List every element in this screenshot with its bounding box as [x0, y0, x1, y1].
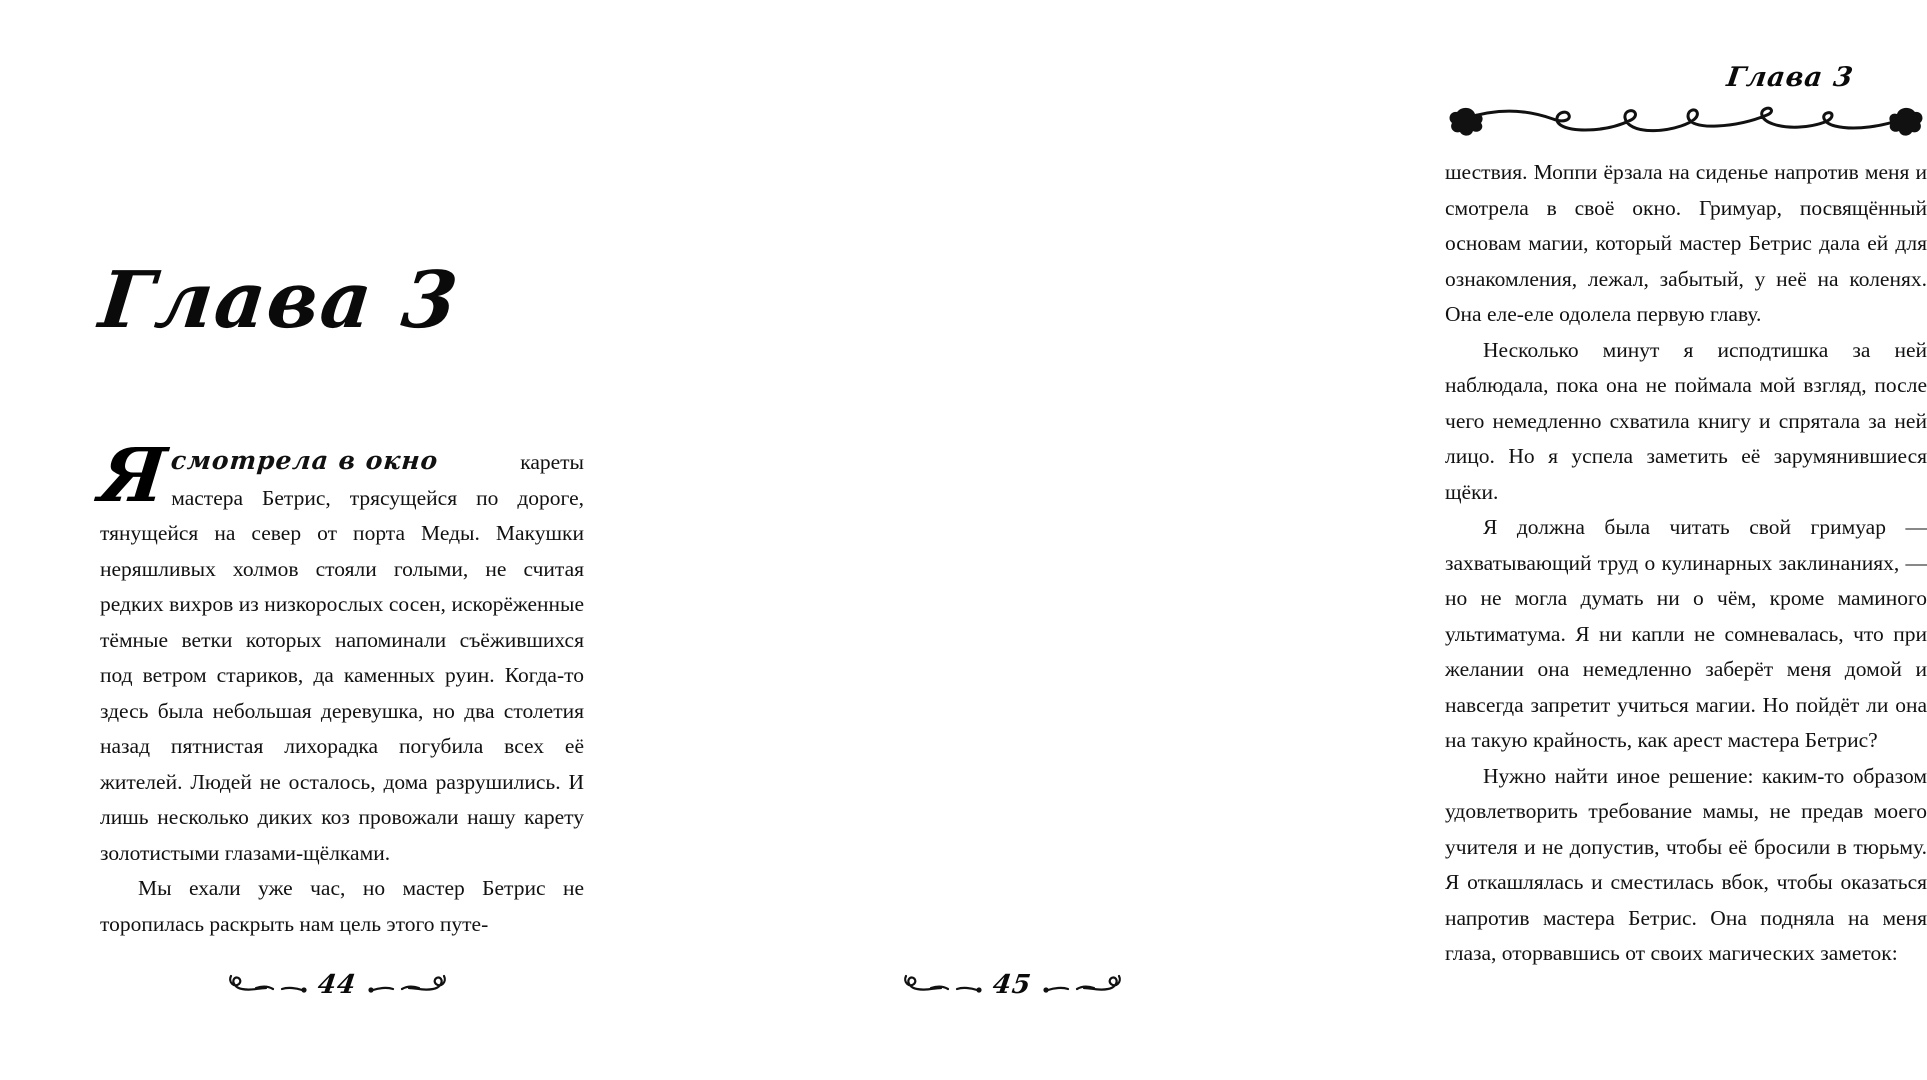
flourish-right-icon	[1040, 968, 1124, 1002]
paragraph: Мы ехали уже час, но мастер Бетрис не торопилась раскрыть нам цель этого путе-	[100, 876, 584, 936]
flourish-left-icon	[901, 968, 985, 1002]
paragraph: Нужно найти иное решение: каким-то образом удовлетворить требование мамы, не предав моего учителя и не допустив, чтобы её бросили в тюрьму. Я откашлялась и сместилась вбок, чтобы оказаться напротив мастера Бетрис. Она подняла на меня глаза, оторвавшись от своих магических заметок:	[1445, 763, 1927, 965]
header-ornament-rule-icon	[1445, 92, 1927, 144]
right-page	[675, 0, 1927, 1080]
right-page-folio	[675, 968, 1350, 1002]
paragraph-text: кареты мастера Бетрис, трясущейся по дороге, тянущейся на север от порта Меды. Макушки неряшливых холмов стояли голыми, не считая редких вихров из низкорослых сосен, искорёженные тёмные ветки которых напоминали съёжившихся под ветром стариков, да каменных руин. Когда-то здесь была небольшая деревушка, но два столетия назад пятнистая лихорадка погубила всех её жителей. Людей не осталось, дома разрушились. И лишь несколько диких коз провожали нашу карету золотистыми глазами-щёлками.	[100, 450, 584, 865]
left-page-body-text	[95, 433, 584, 942]
running-head-label: Глава 3	[1724, 62, 1856, 93]
left-page-folio	[0, 968, 675, 1002]
flourish-right-icon	[365, 968, 449, 1002]
ink-blot-left-icon	[1450, 108, 1483, 136]
paragraph: Я должна была читать свой гримуар — захватывающий труд о кулинарных заклинаниях, — но не могла думать ни о чём, кроме маминого ультиматума. Я ни капли не сомневалась, что при желании она немедленно заберёт меня домой и навсегда запретит учиться магии. Но пойдёт ли она на такую крайность, как арест мастера Бетрис?	[1445, 515, 1927, 752]
flourish-dot-icon	[1043, 987, 1048, 992]
paragraph: Несколько минут я исподтишка за ней наблюдала, пока она не поймала мой взгляд, после чего немедленно схватила книгу и спрятала за ней лицо. Но я успела заметить её зарумянившиеся щёки.	[1445, 337, 1927, 504]
page-number: 44	[316, 970, 359, 1000]
flourish-dot-icon	[368, 987, 373, 992]
chapter-title: Глава 3	[95, 255, 464, 346]
paragraph-opening	[95, 433, 584, 871]
flourish-dot-icon	[302, 987, 307, 992]
left-page	[0, 0, 675, 1080]
running-head	[1445, 62, 1927, 142]
flourish-dot-icon	[977, 987, 982, 992]
right-page-body-text	[1445, 155, 1927, 972]
paragraph: шествия. Моппи ёрзала на сиденье напротив меня и смотрела в своё окно. Гримуар, посвящённый основам магии, который мастер Бетрис дала ей для ознакомления, лежал, забытый, у неё на коленях. Она еле-еле одолела первую главу.	[1445, 160, 1927, 326]
script-lead-in-phrase: смотрела в окно	[170, 446, 440, 475]
ink-blot-right-icon	[1889, 108, 1922, 136]
flourish-left-icon	[226, 968, 310, 1002]
page-number: 45	[991, 970, 1034, 1000]
drop-cap-letter: Я	[95, 433, 170, 519]
